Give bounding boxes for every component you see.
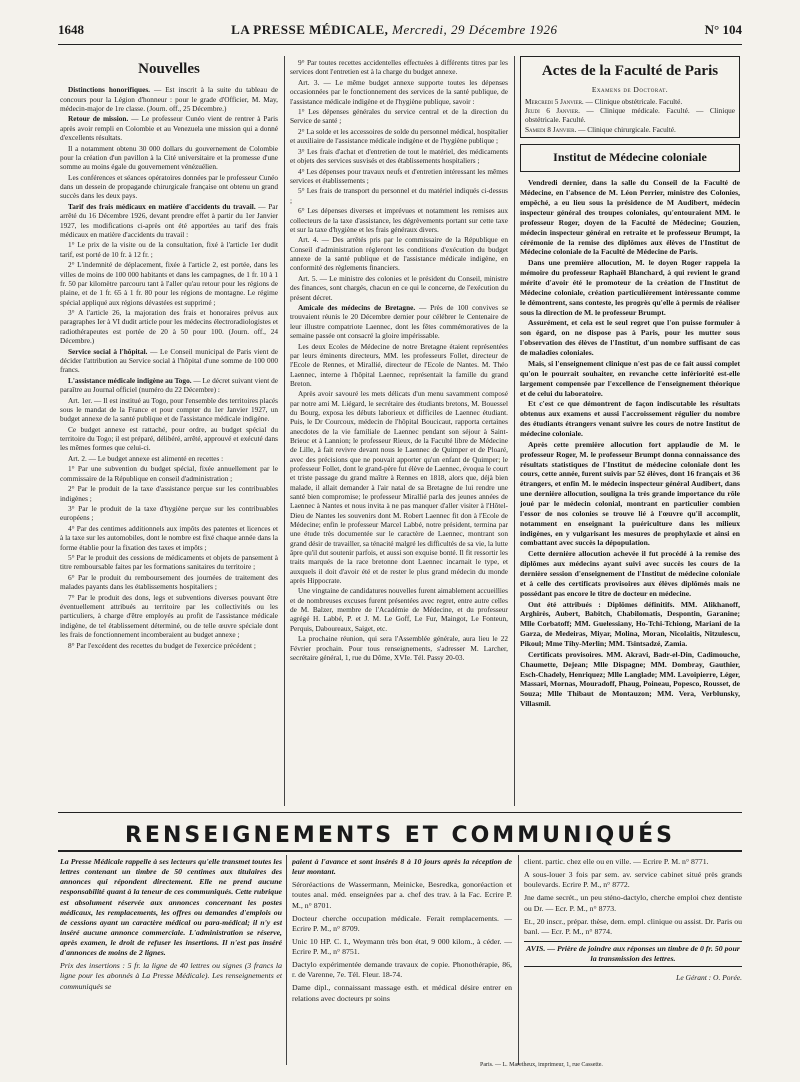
paragraph [290,107,508,126]
institut-paragraph: Cette dernière allocution achevée il fut procédé à la remise des diplômes aux médecins ayant suivi avec succès les cours de la dernière session d'enseignement de l'Institut de médecine coloniale et à celle des certificats provisoires aux élèves diplômés mais ne possédant pas encore le titre de docteur en médecine. [520,549,740,598]
paragraph [60,114,278,142]
paragraph-text: La prochaine réunion, qui sera l'Assemblée générale, aura lieu le 22 Février prochain. Pour tous renseignements, s'adresser M. Larcher, secrétaire général, 1, rue du Dôme, XVIe. Tél. Passy 20-03. [290,634,508,662]
paragraph-text: 9° Par toutes recettes accidentelles effectuées à différents titres par les services dont l'entretien est à la charge du budget annexe. [290,58,508,77]
paragraph-text: Art. 4. — Des arrêtés pris par le commissaire de la République en Conseil d'administration régleront les conditions d'exécution du budget annexe de la santé publique et de l'assistance médicale indigène, en conformité des règlements financiers. [290,235,508,273]
paragraph [290,586,508,633]
communiques-intro: La Presse Médicale rappelle à ses lecteurs qu'elle transmet toutes les lettres contenant un timbre de 50 centimes aux titulaires des annonces qui répondent directement. Elle ne prend aucune responsabilité quant à la teneur de ces communiqués. Cette rubrique est absolument réservée aux annonces concernant les postes médicaux, les remplacements, les offres ou demandes d'emplois ou de cessions ayant un caractère médical ou para-médical; il n'y est inséré aucune annonce commerciale. L'administration se réserve, après examen, le droit de refuser les insertions. Il n'est pas inséré d'annonces de moins de 2 lignes. [60,857,282,958]
diplomes-list [520,600,740,649]
paragraph [290,303,508,340]
exam-title: Examens de Doctorat. [591,85,669,95]
paragraph-text: 4° Par des centimes additionnels aux impôts des patentes et licences et à la taxe sur les automobiles, dont le nombre est fixé chaque année dans la forme établie pour la fixation des taxes et impôts ; [60,523,278,552]
paragraph [290,634,508,662]
paragraph-lead: Tarif des frais médicaux en matière d'accidents du travail. [68,201,256,211]
classified-ad: Et., 20 inscr., prépar. thèse, dem. empl. clinique ou assist. Dr. Paris ou banl. — Ecr. P. M., n° 8774. [524,916,742,936]
paragraph [290,206,508,234]
column-divider [518,855,519,1065]
paragraph-text: Art. 3. — Le même budget annexe supporte toutes les dépenses occasionnées par le fonctionnement des services de la santé publique, de l'assistance médicale indigène et de l'hygiène publique, savoir : [290,77,508,106]
paragraph [60,484,278,503]
paragraph-text: — Près de 100 convives se trouvaient réunis le 20 Décembre dernier pour célébrer le Centenaire de leur illustre compatriote Laennec, dont les fêtes commémoratives de la semaine passée ont consacré la gloire impérissable. [290,303,508,341]
faculte-box [520,56,740,138]
column-faculte [520,56,740,806]
banner-top-rule [58,812,742,813]
paragraph [60,425,278,453]
paragraph [60,504,278,523]
paragraph [290,274,508,302]
paragraph [60,173,278,201]
paragraph-text: Art. 1er. — Il est institué au Togo, pour l'ensemble des territoires placés sous le mandat de la France et pour compter du 1er Janvier 1927, un budget annexe de la santé publique et de l'assistance médicale indigène. [60,395,278,424]
classified-ad: Dame dipl., connaissant massage esth. et médical désire entrer en relations avec docteurs pr soins [292,983,512,1003]
communiques-prix: Prix des insertions : 5 fr. la ligne de 40 lettres ou signes (3 francs la ligne pour les abonnés à La Presse Médicale). Les renseignements et communiqués se [60,961,282,991]
paragraph [60,308,278,345]
paragraph-text: 6° Les dépenses diverses et imprévues et notamment les remises aux collecteurs de la taxe d'assistance, les dégrèvements portant sur cette taxe et sur la taxe d'hygiène et les frais généraux divers. [290,206,508,234]
paragraph [60,347,278,375]
paragraph-lead: Service social à l'hôpital. [68,346,148,356]
column-nouvelles [60,58,278,806]
institut-paragraph: Après cette première allocution fort applaudie de M. le professeur Roger, M. le professeur Brumpt donna connaissance des résultats statistiques de l'Institut de médecine coloniale dont les cours, cette année, furent suivis par 52 élèves, dont 16 français et 36 étrangers, et enfin M. le médecin inspecteur général Audibert, dans une dernière allocution, souligna la très grande importance du rôle joué par le médecin colonial, montrant en particulier combien l'essor de nos colonies se trouve lié à l'œuvre qu'il accomplit, notamment en enseignant la puériculture dans les milieux indigènes, en y vulgarisant les mesures de prophylaxie et ainsi en combattant avec succès la dépopulation. [520,439,740,548]
exam-text: — Clinique obstétricale. Faculté. [583,96,683,106]
exam-list [525,97,735,134]
exam-item [525,106,735,125]
classified-ad: client. partic. chez elle ou en ville. — Ecrire P. M. n° 8771. [524,857,709,866]
paragraph [60,573,278,592]
institut-title: Institut de Médecine coloniale [553,150,707,165]
exam-item [525,125,735,134]
column-divider [514,56,515,806]
classified-ad: Unic 10 HP. C. I., Weymann très bon état, 9 000 kilom., à céder. — Ecrire P. M., n° 8751. [292,936,512,956]
articles-paragraphs [290,58,508,662]
institut-paragraph: Vendredi dernier, dans la salle du Conseil de la Faculté de Médecine, en l'absence de M. Léon Perrier, ministre des Colonies, empêché, a eu lieu sous la présidence de M Audibert, médecin inspecteur général des troupes coloniales, qu'entouraient MM. le professeur Roger, doyen de la Faculté de Médecine; Gouzien, médecin inspecteur général en retraite et le professeur Brumpt, la cérémonie de la remise des diplômes aux élèves de l'Institut de Médecine coloniale de la Faculté de Médecine de Paris. [520,178,740,257]
institut-paragraph: Assurément, et cela est le seul regret que l'on puisse formuler à son égard, on ne dispose pas à Paris, pour les mutter sous l'observation des élèves de l'Institut, d'un nombre suffisant de cas de maladies coloniales. [520,318,740,358]
diplomes-text: Ont été attribués : Diplômes définitifs. MM. Alikhanoff, Arghirès, Aubert, Babitch, Chabilomatis, Despontin, Garanine; Mlle Corbatoff; MM. Guelessiany, Ho-Tchi-Tchiong, Mariani de la Garza, de Medeiras, Miyar, Molina, Moran, Nicolaïtis, Nitzulescu, Pikoul; Mme Tihy-Merlin; MM. Tsintsadzé, Zamia. [520,599,740,648]
header-rule [58,44,742,45]
paragraph-text: 6° Par le produit du remboursement des journées de traitement des malades payants dans les établissements hospitaliers ; [60,572,278,592]
institut-paragraphs [520,178,740,598]
paragraph-text: Il a notamment obtenu 30 000 dollars du gouvernement de Colombie pour la création d'un pavillon à la Cité universitaire et la promesse d'une somme au moins égale du gouvernement vénézuélien. [60,143,278,172]
paragraph [290,78,508,106]
paragraph-text: 2° La solde et les accessoires de solde du personnel médical, hospitalier et auxiliaire de l'assistance médicale indigène et de l'hygiène publique ; [290,126,508,146]
paragraph-text: Après avoir savouré les mets délicats d'un menu savamment composé par notre ami M. Liégard, le secrétaire des étudiants bretons, M. Bouessel du Bourg, exposa les débuts laborieux et difficiles de Laennec étudiant. Puis, le Dr Courcoux, médecin de l'hôpital Boucicaut, rapporta certaines anecdotes de la vie familiale de Laennec pendant son séjour à Saint-Brieuc et à Lannion; le professeur Rieux, de la Faculté libre de Médecine de Lille, à fait revivre devant nous le Laennec de Quimper et de Ploaré, avec des précisions que ne pouvait apporter qu'un enfant de Quimper; le professeur Follet, dont le grand-père fut élève de Laennec, évoqua le court et triste passage du grand maître à Rennes en 1818, alors que, déjà bien malade, il allait demander à l'air natal de sa Bretagne de lui rendre une santé bien compromise; le professeur Mirallié parla des jeunes années de Laennec à Nantes et nous invita à ne pas manquer d'aller visiter à l'Hôtel-Dieu de Nantes les souvenirs dont M. Robert Laennec fit don à l'Ecole de Médecine; enfin le professeur Marcel Labbé, notre président, termina par une étude très documentée sur le caractère de Laennec, montrant son grand désir de travailler, sa ténacité malgré les difficultés de sa vie, la lutte âpre qu'il dut soutenir parfois, et aussi son exquise bonté. Il fit ressortir les traits marqués de la race bretonne dont Laennec incarnait le type, et auxquels il doit d'avoir été et de rester le plus grand médecin du monde après Hippocrate. [290,389,508,585]
section-title-nouvelles: Nouvelles [138,61,200,77]
classified-ad: Docteur cherche occupation médicale. Ferait remplacements. — Ecrire P. M., n° 8709. [292,913,512,933]
communiques-ads-column [292,857,512,1062]
paragraph [60,454,278,463]
certificats-list [520,650,740,709]
paragraph-text: 2° L'indemnité de déplacement, fixée à l'article 2, est portée, dans les villes de moins de 100 000 habitants et dans les campagnes, de 1 fr. 10 à 1 fr. 50 par kilomètre parcouru tant à l'aller qu'au retour pour les régions de plaine, et de 1 fr. 65 à 1 fr. 80 pour les régions de montagne. Le régime spécial appliqué aux régions dévastées est supprimé ; [60,260,278,307]
printer-line: Paris. — L. Maretheux, imprimeur, 1, rue Cassette. [480,1062,603,1068]
journal-name: LA PRESSE MÉDICALE, [231,22,393,37]
paragraph [290,342,508,389]
paragraph [60,464,278,483]
paragraph [60,144,278,172]
classified-ad: Jne dame secrét., un peu sténo-dactylo, cherche emploi chez dentiste ou Dr. — Ecr. P. M., n° 8773. [524,893,742,913]
institut-paragraph: Dans une première allocution, M. le doyen Roger rappela la mémoire du professeur Raphaël Blanchard, à qui revient le grand mérite d'avoir été le promoteur de la création de l'Institut de Médecine coloniale, création particulièrement intéressante comme le démontrent, sans conteste, les progrès qu'elle à permis de réaliser sous la direction de M. le professeur Brumpt. [520,258,740,317]
exam-day: Samedi 8 Janvier. [525,124,577,134]
issue-number: N° 104 [704,22,742,37]
institut-title-box [520,144,740,172]
column-articles [290,58,508,806]
paragraph-text: 7° Par le produit des dons, legs et subventions diverses pouvant être éventuellement attribués au territoire par les collectivités ou les particuliers, à charge d'être employés au profit de l'assistance médicale indigène, de tel établissement déterminé, ou de telle œuvre spéciale dont les frais de fonctionnement incomberaient au budget annexe ; [60,592,278,640]
faculte-title: Actes de la Faculté de Paris [541,63,719,79]
paragraph-text: Les conférences et séances opératoires données par le professeur Cunéo dans un dessein de propagande chirurgicale française ont obtenu un grand succès dans les deux pays. [60,172,278,201]
exam-day: Mercredi 5 Janvier. [525,96,584,106]
paragraph-text: Les deux Ecoles de Médecine de notre Bretagne étaient représentées par leurs éminents directeurs, MM. les professeurs Follet, directeur de l'Ecole de Rennes, et Mirallié, directeur de l'Ecole de Nantes. M. Théo Laennec, interne à l'hôpital Laennec, représentait la famille du grand Breton. [290,341,508,388]
institut-paragraph: Mais, si l'enseignement clinique n'est pas de ce fait aussi complet qu'on le pourrait souhaiter, en revanche cette infériorité est-elle largement compensée par l'excellence de l'enseignement théorique et de celui du laboratoire. [520,358,740,398]
paragraph-text: 3° A l'article 26, la majoration des frais et honoraires prévus aux paragraphes Ier à VI dudit article pour les médecins électroradiologistes et radiothérapeutes est portée de 20 à 50 pour 100. (Journ. off., 24 Décembre.) [60,308,278,346]
paragraph [290,389,508,585]
paragraph [290,235,508,272]
paragraph-text: 1° Par une subvention du budget spécial, fixée annuellement par le commissaire de la République en conseil d'administration ; [60,464,278,483]
communiques-intro-column [60,857,282,1062]
paragraph [60,593,278,640]
exam-day: Jeudi 6 Janvier. [525,106,580,116]
banner-bottom-rule [58,850,742,852]
paragraph [60,240,278,259]
paragraph [60,553,278,572]
institut-paragraph: Et c'est ce que démontrent de façon indiscutable les résultats obtenus aux examens et aussi l'accroissement régulier du nombre des étudiants étrangers venant suivre les cours de notre Institut de médecine coloniale. [520,399,740,438]
paragraph-text: — Le professeur Cunéo vient de rentrer à Paris après avoir rempli en Colombie et au Venezuela une mission qui a donné d'excellents résultats. [60,114,278,143]
paragraph [60,376,278,395]
page-number: 1648 [58,22,84,37]
paragraph [60,260,278,307]
paragraph [60,85,278,113]
communiques-cont: paient à l'avance et sont insérés 8 à 10 jours après la réception de leur montant. [292,857,512,877]
gerant: Le Gérant : O. Porée. [676,973,742,983]
ads-list-2 [524,857,742,937]
paragraph-text: 5° Les frais de transport du personnel et du matériel indiqués ci-dessus ; [290,186,508,205]
paragraph [290,147,508,166]
paragraph-text: 1° Les dépenses générales du service central et de la direction du Service de santé ; [290,107,508,126]
paragraph [290,186,508,205]
paragraph-lead: Amicale des médecins de Bretagne. [298,303,416,313]
ads-list [292,880,512,1003]
paragraph-lead: L'assistance médicale indigène au Togo. [68,375,192,385]
certificats-text: Certificats provisoires. MM. Akravi, Badr-el-Din, Cadimouche, Chaumette, Dejean; Mlle Dispagne; MM. Dombray, Gauthier, Esch-Chadely, Henriquez; Mlle Langlade; MM. Lavoipierre, Léger, Massari, Mornas, Mouradoff, Phaug, Poineau, Popesco, Rousset, de Souza; Mlle Thibaut de Montauzon; MM. Vera, Verblunsky, Villasmil. [520,649,740,709]
paragraph [290,58,508,77]
exam-text: — Clinique chirurgicale. Faculté. [576,124,676,134]
paragraph-text: Ce budget annexe est rattaché, pour ordre, au budget spécial du territoire du Togo; il est préparé, délibéré, arrêté, approuvé et exécuté dans les mêmes formes que celui-ci. [60,424,278,453]
paragraph-lead: Distinctions honorifiques. [68,85,151,95]
journal-title [231,22,557,38]
classified-ad: Dactylo expérimentée demande travaux de copie. Phonothérapie, 86, r. de Varenne, 7e. Tél. Fleur. 18-74. [292,960,512,980]
paragraph [290,127,508,146]
paragraph-text: Art. 5. — Le ministre des colonies et le président du Conseil, ministre des finances, sont chargés, chacun en ce qui le concerne, de l'exécution du présent décret. [290,273,508,302]
paragraph-text: — Le Conseil municipal de Paris vient de décider l'attribution au Service social à l'hôpital d'une somme de 100 000 francs. [60,346,278,375]
paragraph-text: 2° Par le produit de la taxe d'assistance perçue sur les contribuables indigènes ; [60,484,278,503]
paragraph-text: — Par arrêté du 16 Décembre 1926, devant prendre effet à partir du 1er Janvier 1927, les modifications ci-après ont été apportées au tarif des frais médicaux en matière d'accidents du travail : [60,201,278,239]
paragraph [60,202,278,239]
paragraph [60,396,278,424]
paragraph [60,524,278,552]
nouvelles-paragraphs [60,85,278,650]
paragraph-lead: Retour de mission. [68,114,129,124]
paragraph-text: Une vingtaine de candidatures nouvelles furent aimablement accueillies et de nombreuses excuses furent présentées avec regret, entre autre celles de M. Balzer, membre de l'Académie de Médecine, et du professeur agrégé H. Labbé, P. et J. M. Le Goff, Le Fur, Maingot, Le Fonteun, Perquis, Daboureaux, Saiget, etc. [290,586,508,633]
avis-notice: AVIS. — Prière de joindre aux réponses un timbre de 0 fr. 50 pour la transmission des lettres. [524,941,742,967]
exam-item [525,97,735,106]
paragraph-text: 3° Les frais d'achat et d'entretien de tout le matériel, des médicaments et objets des services susvisés et des établissements hospitaliers ; [290,146,508,166]
paragraph-text: Art. 2. — Le budget annexe est alimenté en recettes : [68,453,224,463]
paragraph-text: 4° Les dépenses pour travaux neufs et d'entretien intéressant les mêmes services et établissements ; [290,166,508,185]
paragraph-text: 8° Par l'excédent des recettes du budget de l'exercice précédent ; [68,640,256,650]
paragraph-text: 5° Par le produit des cessions de médicaments et objets de pansement à titre remboursable faites par les formations sanitaires du territoire ; [60,553,278,572]
page-header [58,22,742,42]
banner-title: RENSEIGNEMENTS ET COMMUNIQUÉS [124,823,675,848]
classified-ad: Séroréactions de Wassermann, Meinicke, Besredka, gonoréaction et toutes anal. méd. enseignées par a. chef des trav. à la Fac. Ecrire P. M., n° 8701. [292,880,512,910]
column-divider [284,56,285,806]
exam-text: — Clinique médicale. Faculté. — Clinique obstétricale. Faculté. [525,106,735,125]
classified-ad: A sous-louer 3 fois par sem. av. service cabinet situé près grands boulevards. Ecrire P. M., n° 8772. [524,870,742,890]
issue-date: Mercredi, 29 Décembre 1926 [392,22,558,37]
paragraph-text: — Le décret suivant vient de paraître au Journal officiel (numéro du 22 Décembre) : [60,375,278,395]
paragraph-text: 1° Le prix de la visite ou de la consultation, fixé à l'article 1er dudit tarif, est porté de 10 fr. à 12 fr. ; [60,240,278,259]
column-divider [286,855,287,1065]
paragraph-text: — Est inscrit à la suite du tableau de concours pour la Légion d'honneur : pour le grade d'Officier, M. May, médecin-major de 1re classe. (Journ. off., 25 Décembre.) [60,85,278,113]
paragraph [60,641,278,650]
paragraph [290,167,508,186]
paragraph-text: 3° Par le produit de la taxe d'hygiène perçue sur les contribuables européens ; [60,504,278,523]
communiques-ads-column-2 [524,857,742,1062]
